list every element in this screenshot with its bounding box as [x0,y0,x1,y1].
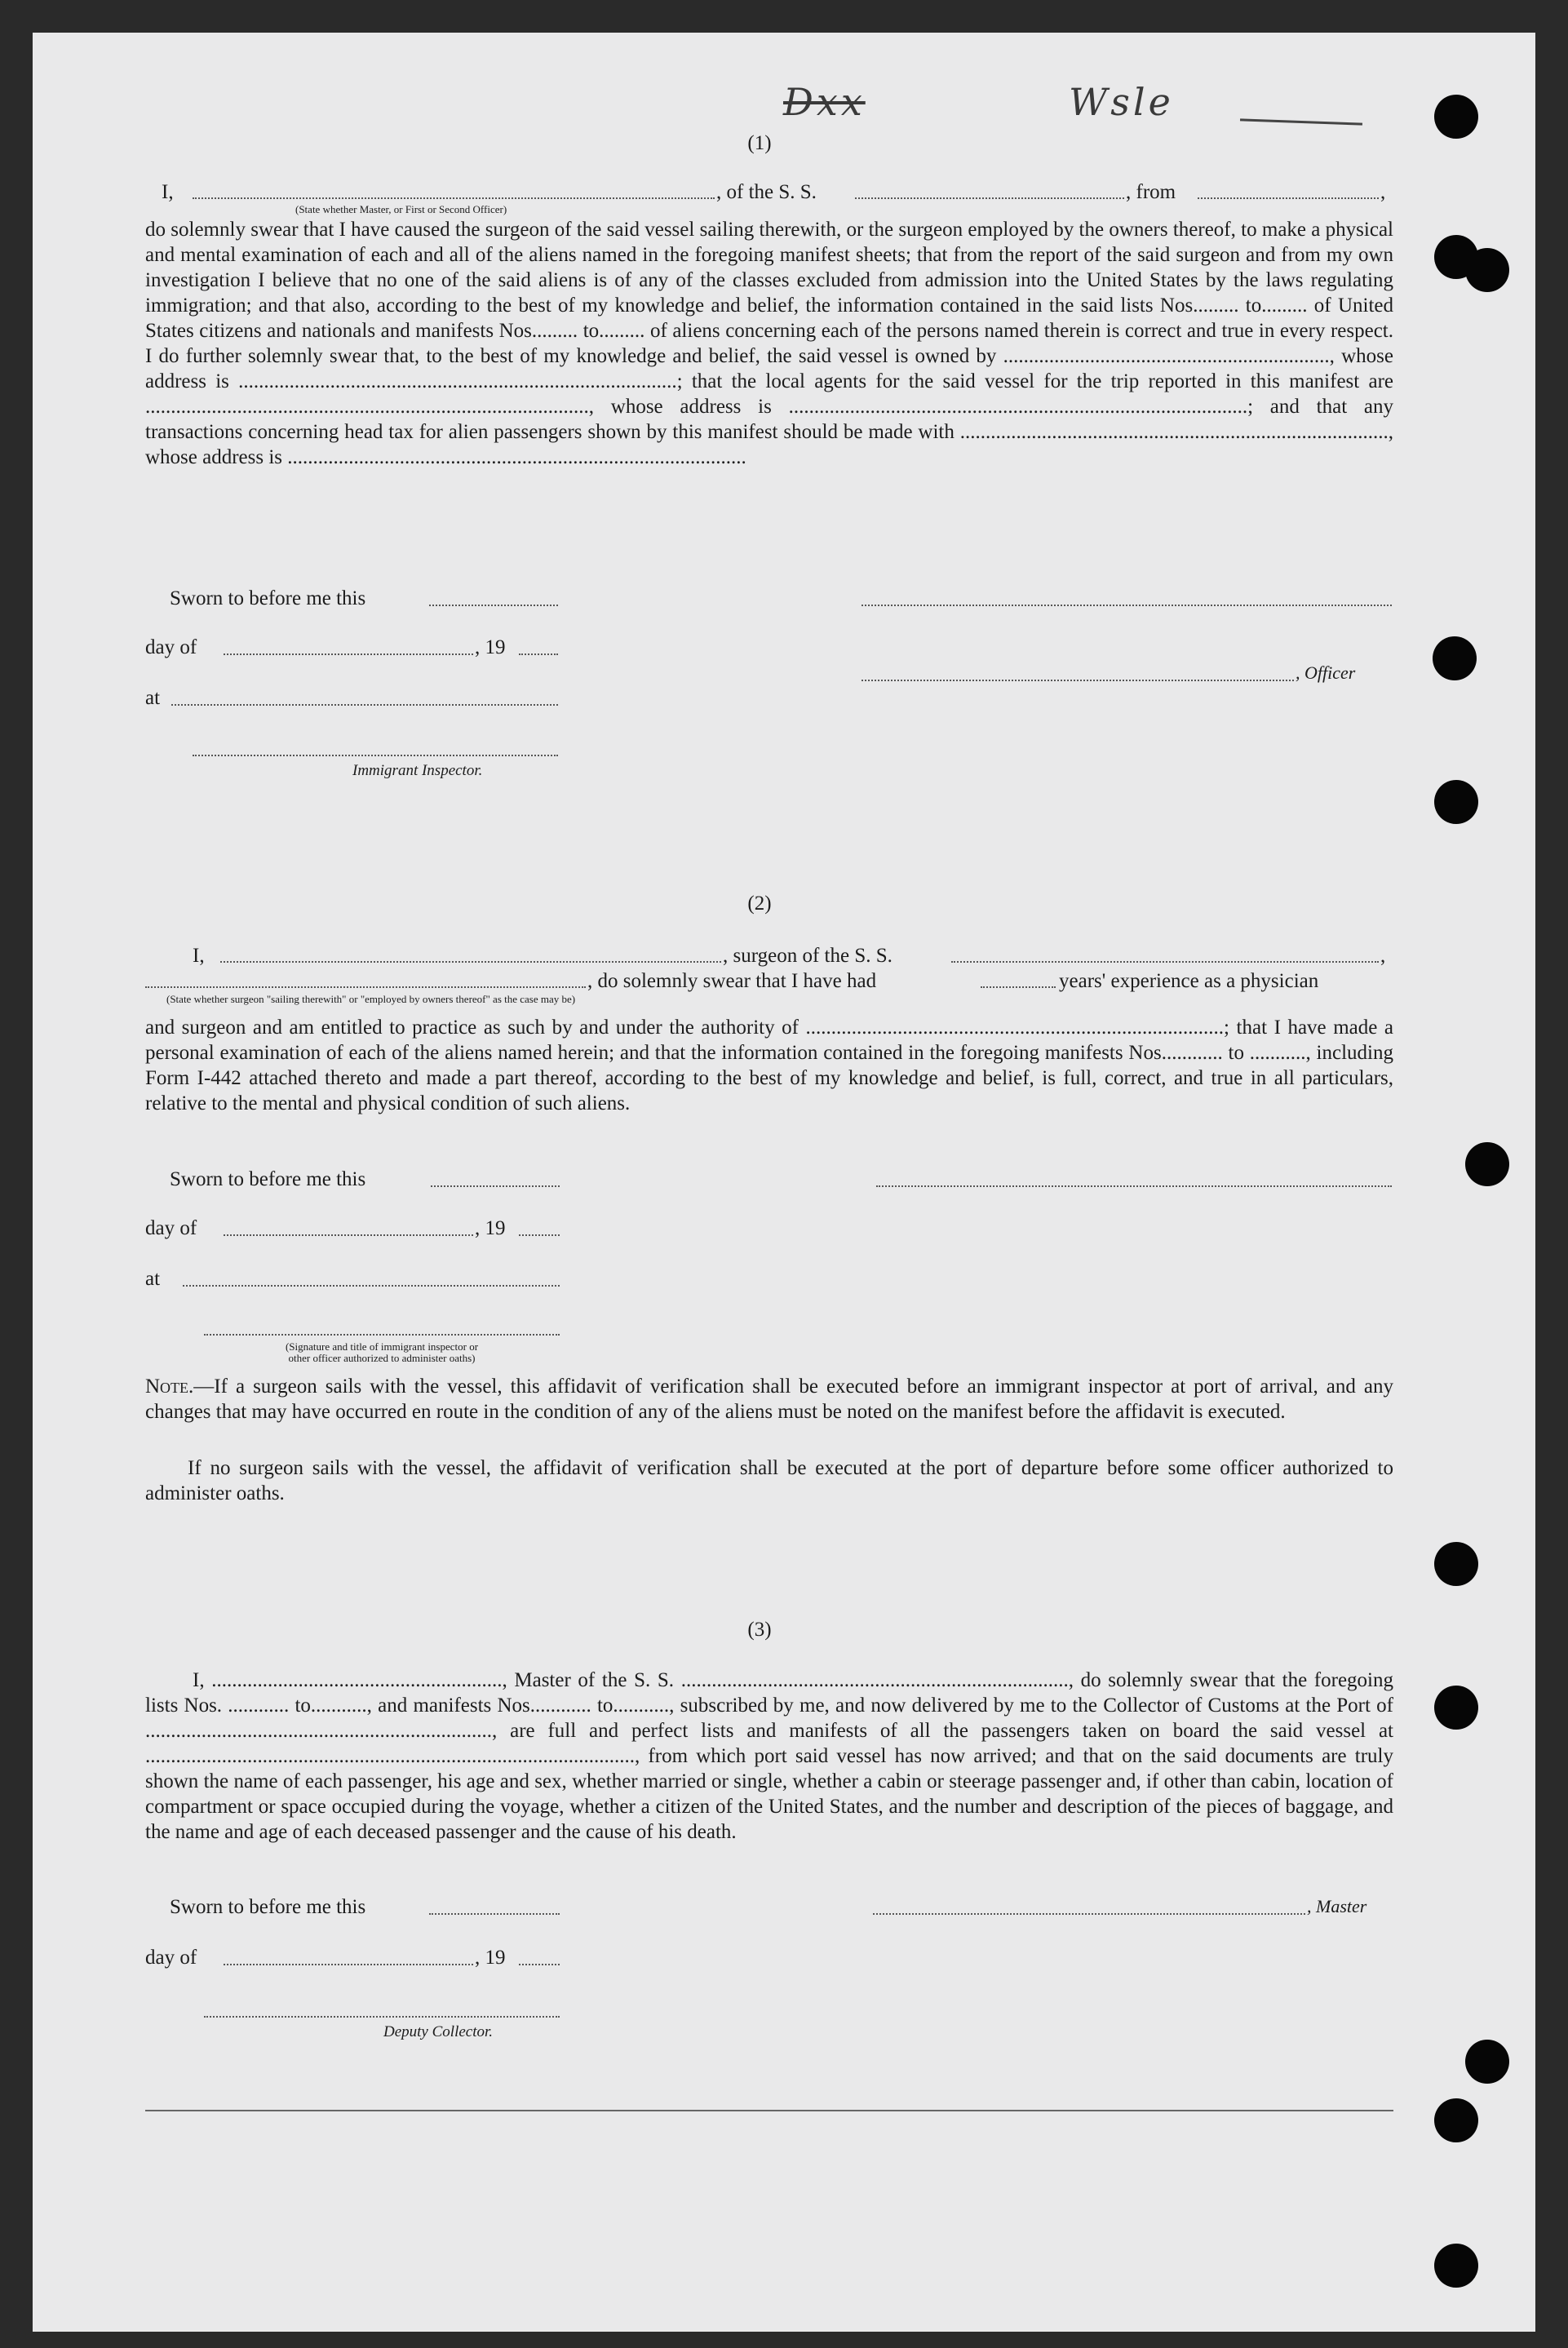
s2-day-field[interactable] [224,1234,473,1236]
s1-from-field[interactable] [1198,197,1379,199]
s1-year-label: , 19 [475,636,506,658]
s2-intro-i: I, [193,945,205,967]
bottom-rule [145,2110,1393,2111]
s1-at-field[interactable] [171,703,558,706]
s1-inspector-label: Immigrant Inspector. [352,762,483,779]
s3-day-label: day of [145,1947,197,1969]
s2-signature-note-2: other officer authorized to administer oaths) [288,1352,476,1364]
section-1-number: (1) [747,132,772,154]
s2-day-label: day of [145,1217,197,1239]
s1-master-field[interactable] [193,197,715,199]
s2-note [145,1374,1393,1424]
s2-at-field[interactable] [183,1284,560,1287]
s1-day-field[interactable] [224,653,473,655]
s1-sworn-label: Sworn to before me this [170,587,366,609]
section-2-number: (2) [747,893,772,915]
binder-hole [1434,2244,1478,2288]
section-3-number: (3) [747,1619,772,1641]
s1-officer-signature-field[interactable] [862,604,1392,606]
s1-sworn-field[interactable] [429,604,558,606]
s2-do-swear: , do solemnly swear that I have had [587,970,877,992]
s1-of-ss: , of the S. S. [716,181,817,203]
binder-hole [1465,2040,1509,2084]
s2-years-label: years' experience as a physician [1059,970,1319,992]
binder-hole [1434,1542,1478,1586]
s2-surgeon-name-field[interactable] [220,960,721,963]
s3-deputy-signature-field[interactable] [204,2015,560,2018]
s1-comma: , [1380,181,1386,203]
s2-state-note: (State whether surgeon "sailing therewith" or "employed by owners thereof" as the case may be) [166,993,576,1005]
s2-year-label: , 19 [475,1217,506,1239]
s2-years-field[interactable] [981,986,1056,988]
s2-note-label: Note. [145,1376,194,1398]
document-page [33,33,1535,2332]
s1-body: do solemnly swear that I have caused the surgeon of the said vessel sailing therewith, or the surgeon employed by the owners thereof, to make a physical and mental examination of each and all of the aliens named in the foregoing manifest sheets; that from the report of the said surgeon and from my own investigation I believe that no one of the said aliens is of any of the classes excluded from admission into the United States by the laws regulating immigration; and that also, according to the best of my knowledge and belief, the information contained in the said lists Nos......... to......... of United States citizens and nationals and manifests Nos......... to......... of aliens concerning each of the persons named therein is correct and true in every respect. I do further solemnly swear that, to the best of my knowledge and belief, the said vessel is owned by ................................................................, whose address is ......................................................................................; that the local agents for the said vessel for the trip reported in this manifest are ......................................................................................., whose address is ..........................................................................................; and that any transactions concerning head tax for alien passengers shown by this manifest should be made with ...................................................................................., whose address is .......................................................................................... [145,219,1393,468]
binder-hole [1465,1142,1509,1186]
s3-master-label: , Master [1307,1896,1367,1916]
s1-day-label: day of [145,636,197,658]
s1-officer-field[interactable] [862,679,1294,681]
s2-note-text: —If a surgeon sails with the vessel, this affidavit of verification shall be executed before an immigrant inspector at port of arrival, and any changes that may have occurred en route in the condition of any of the aliens must be noted on the manifest before the affidavit is executed. [145,1376,1393,1423]
s2-sworn-label: Sworn to before me this [170,1168,366,1190]
s2-inspector-signature-field[interactable] [204,1333,560,1336]
s2-surgeon-type-field[interactable] [145,986,586,988]
binder-hole [1434,780,1478,824]
s3-master-signature-field[interactable] [873,1912,1305,1915]
s3-year-field[interactable] [519,1963,560,1965]
s2-sworn-field[interactable] [431,1185,560,1187]
s2-vessel-field[interactable] [951,960,1379,963]
s2-surgeon-signature-field[interactable] [876,1185,1392,1187]
s1-officer-label: , Officer [1296,662,1356,683]
s2-year-field[interactable] [519,1234,560,1236]
s3-year-label: , 19 [475,1947,506,1969]
binder-hole [1465,248,1509,292]
handwritten-note: Wsle [1069,80,1174,124]
binder-hole [1433,636,1477,680]
s2-signature-note-1: (Signature and title of immigrant inspector or [285,1340,479,1353]
s3-sworn-label: Sworn to before me this [170,1896,366,1918]
s2-at-label: at [145,1268,161,1290]
s2-note-2: If no surgeon sails with the vessel, the affidavit of verification shall be executed at the port of departure before some officer authorized to administer oaths. [145,1457,1393,1504]
s1-inspector-signature-field[interactable] [193,754,558,756]
handwritten-struck-note: Dxx [783,80,866,124]
binder-hole [1434,2098,1478,2142]
s3-body: I, ........................................................., Master of the S. S. ............................................................................, do solemnly swear that the foregoing lists Nos. ............ to..........., and manifests Nos............ to..........., subscribed by me, and now delivered by me to the Collector of Customs at the Port of ...................................................................., are full and perfect lists and manifests of all the passengers taken on board the said vessel at ................................................................................................, from which port said vessel has now arrived; and that on the said documents are truly shown the name of each passenger, his age and sex, whether married or single, whether a cabin or steerage passenger and, if other than cabin, location of compartment or space occupied during the voyage, whether a citizen of the United States, and the number and description of the pieces of baggage, and the name and age of each deceased passenger and the cause of his death. [145,1669,1393,1843]
binder-hole [1434,1686,1478,1730]
s1-from: , from [1126,181,1176,203]
s1-vessel-field[interactable] [855,197,1124,199]
s1-state-note: (State whether Master, or First or Second Officer) [295,203,507,215]
s1-intro-i: I, [162,181,174,203]
s2-body: and surgeon and am entitled to practice as such by and under the authority of ..................................................................................; that I have made a personal examination of each of the aliens named herein; and that the information contained in the foregoing manifests Nos............ to ..........., including Form I-442 attached thereto and made a part thereof, according to the best of my knowledge and belief, is full, correct, and true in all particulars, relative to the mental and physical condition of such aliens. [145,1017,1393,1114]
handwritten-underline [1240,118,1362,125]
s3-sworn-field[interactable] [429,1912,560,1915]
s1-year-field[interactable] [519,653,558,655]
s1-at-label: at [145,687,161,709]
s3-day-field[interactable] [224,1963,473,1965]
s3-deputy-label: Deputy Collector. [383,2023,494,2040]
s2-comma: , [1380,945,1386,967]
s2-surgeon-of: , surgeon of the S. S. [723,945,893,967]
